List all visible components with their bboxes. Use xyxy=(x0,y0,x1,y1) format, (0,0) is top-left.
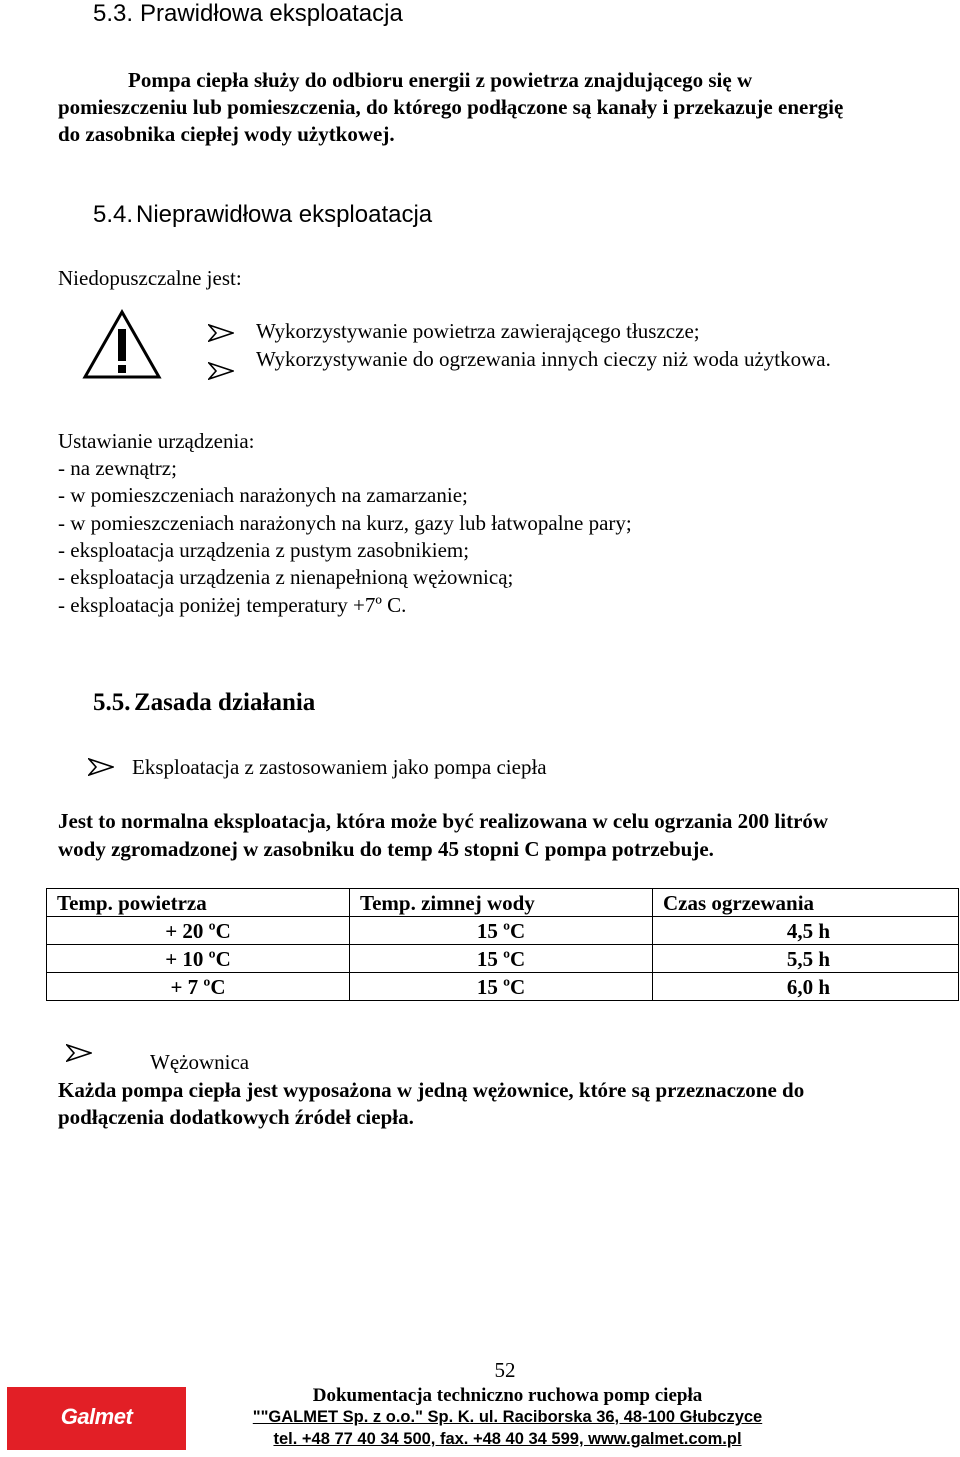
placement-item: - eksploatacja urządzenia z pustym zasobnikiem; xyxy=(58,538,470,562)
table-cell: 6,0 h xyxy=(653,973,959,1001)
paragraph-line: do zasobnika ciepłej wody użytkowej. xyxy=(58,122,395,146)
section-number-5-4: 5.4. xyxy=(93,201,134,228)
table-cell: 15 ºC xyxy=(350,945,653,973)
table-header-cell: Temp. zimnej wody xyxy=(350,889,653,917)
table-header-cell: Czas ogrzewania xyxy=(653,889,959,917)
heating-time-table xyxy=(46,888,959,1001)
section-title-5-5: Zasada działania xyxy=(134,689,316,716)
paragraph-line: Każda pompa ciepła jest wyposażona w jedną wężownice, które są przeznaczone do xyxy=(58,1078,805,1102)
table-cell: 4,5 h xyxy=(653,917,959,945)
footer-contact-link[interactable]: tel. +48 77 40 34 500, fax. +48 40 34 599, www.galmet.com.pl xyxy=(273,1430,742,1448)
table-row xyxy=(47,917,959,945)
placement-item: - na zewnątrz; xyxy=(58,456,177,480)
placement-heading: Ustawianie urządzenia: xyxy=(58,429,255,453)
section-title-5-3: Prawidłowa eksploatacja xyxy=(140,0,403,27)
coil-title: Wężownica xyxy=(150,1050,250,1074)
footer-address: ""GALMET Sp. z o.o." Sp. K. ul. Raciborska 36, 48-100 Głubczyce xyxy=(252,1408,763,1426)
arrow-bullet-icon xyxy=(208,324,234,342)
table-cell: + 10 ºC xyxy=(47,945,350,973)
paragraph-line: wody zgromadzonej w zasobniku do temp 45 stopni C pompa potrzebuje. xyxy=(58,837,714,861)
arrow-bullet-icon xyxy=(88,758,114,776)
footer-doc-title: Dokumentacja techniczno ruchowa pomp ciepła xyxy=(312,1385,703,1406)
placement-item: - w pomieszczeniach narażonych na kurz, gazy lub łatwopalne pary; xyxy=(58,511,632,535)
warning-item: Wykorzystywanie do ogrzewania innych cieczy niż woda użytkowa. xyxy=(256,347,831,371)
paragraph-line: Jest to normalna eksploatacja, która może być realizowana w celu ogrzania 200 litrów xyxy=(58,809,829,833)
warning-item: Wykorzystywanie powietrza zawierającego tłuszcze; xyxy=(256,319,700,343)
placement-item: - eksploatacja urządzenia z nienapełnioną wężownicą; xyxy=(58,565,514,589)
logo-text: Galmet xyxy=(60,1404,133,1429)
paragraph-line: podłączenia dodatkowych źródeł ciepła. xyxy=(58,1105,414,1129)
placement-item: - eksploatacja poniżej temperatury +7º C. xyxy=(58,593,407,617)
section-number-5-5: 5.5. xyxy=(93,689,131,716)
page-number: 52 xyxy=(494,1358,516,1382)
paragraph-line: pomieszczeniu lub pomieszczenia, do którego podłączone są kanały i przekazuje energię xyxy=(58,95,844,119)
paragraph-line: Pompa ciepła służy do odbioru energii z powietrza znajdującego się w xyxy=(128,68,753,92)
arrow-bullet-icon xyxy=(208,362,234,380)
table-row xyxy=(47,973,959,1001)
galmet-logo xyxy=(7,1387,186,1450)
table-header-cell: Temp. powietrza xyxy=(47,889,350,917)
table-row xyxy=(47,945,959,973)
table-cell: 5,5 h xyxy=(653,945,959,973)
arrow-bullet-icon xyxy=(66,1044,92,1062)
operation-bullet: Eksploatacja z zastosowaniem jako pompa ciepła xyxy=(132,755,547,779)
table-cell: + 7 ºC xyxy=(47,973,350,1001)
section-title-5-4: Nieprawidłowa eksploatacja xyxy=(136,201,433,228)
section-number-5-3: 5.3. xyxy=(93,0,134,27)
not-allowed-label: Niedopuszczalne jest: xyxy=(58,266,242,290)
table-cell: 15 ºC xyxy=(350,973,653,1001)
warning-triangle-icon xyxy=(82,309,162,381)
table-header-row xyxy=(47,889,959,917)
table-cell: + 20 ºC xyxy=(47,917,350,945)
placement-item: - w pomieszczeniach narażonych na zamarzanie; xyxy=(58,483,468,507)
table-cell: 15 ºC xyxy=(350,917,653,945)
